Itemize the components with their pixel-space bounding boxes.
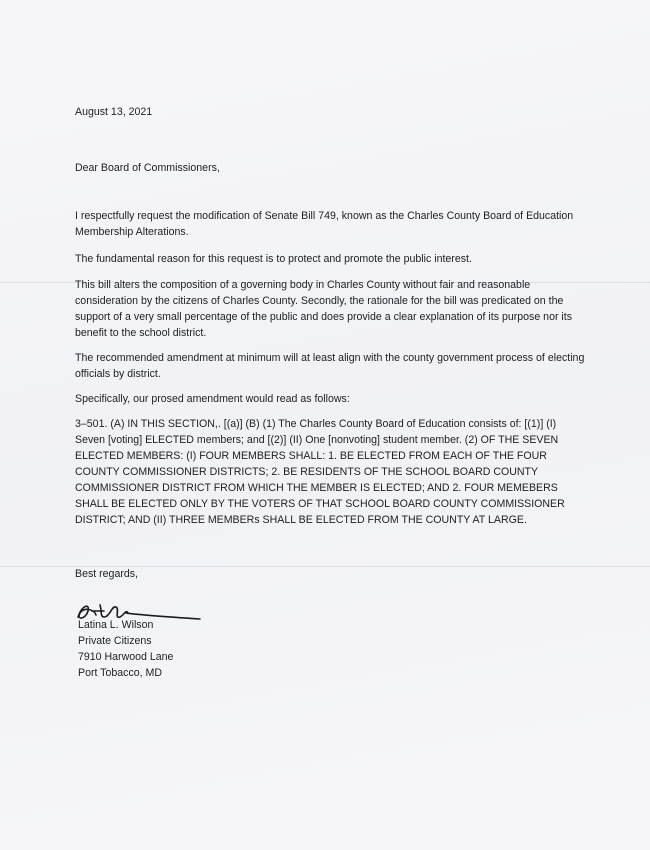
paragraph-recommendation: The recommended amendment at minimum will at least align with the county government process of electing officials by district.	[75, 352, 585, 380]
signer-address-line1: 7910 Harwood Lane	[78, 651, 174, 663]
signature-block	[78, 617, 173, 681]
letter-date: August 13, 2021	[75, 106, 153, 118]
signer-address-line2: Port Tobacco, MD	[78, 667, 162, 679]
letter-closing: Best regards,	[75, 568, 139, 580]
signer-name: Latina L. Wilson	[78, 619, 154, 631]
paragraph-amendment-text: 3–501. (A) IN THIS SECTION,. [(a)] (B) (1) The Charles County Board of Education consists of: [(1)] (I) Seven [voting] ELECTED members; and [(2)] (II) One [nonvoting] student member. (2) OF THE SEVEN ELECTED MEMBERS: (I) FOUR MEMBERS SHALL: 1. BE ELECTED FROM EACH OF THE FOUR COUNTY COMMISSIONER DISTRICTS; 2. BE RESIDENTS OF THE SCHOOL BOARD COUNTY COMMISSIONER DISTRICT FROM WHICH THE MEMBER IS ELECTED; AND 2. FOUR MEMEBERS SHALL BE ELECTED ONLY BY THE VOTERS OF THAT SCHOOL BOARD COUNTY COMMISSIONER DISTRICT; AND (II) THREE MEMBERs SHALL BE ELECTED FROM THE COUNTY AT LARGE.	[75, 418, 565, 526]
paragraph-request: I respectfully request the modification of Senate Bill 749, known as the Charles County Board of Education Membership Alterations.	[75, 210, 574, 238]
paragraph-specifically: Specifically, our prosed amendment would read as follows:	[75, 393, 350, 405]
paragraph-reason: The fundamental reason for this request is to protect and promote the public interest.	[75, 253, 472, 265]
paragraph-rationale: This bill alters the composition of a governing body in Charles County without fair and reasonable consideration by the citizens of Charles County. Secondly, the rationale for the bill was predicated on the support of a very small percentage of the public and does provide a clear explanation of its purpose nor its benefit to the school district.	[75, 279, 573, 339]
letter-salutation: Dear Board of Commissioners,	[75, 162, 220, 174]
signer-title: Private Citizens	[78, 635, 152, 647]
